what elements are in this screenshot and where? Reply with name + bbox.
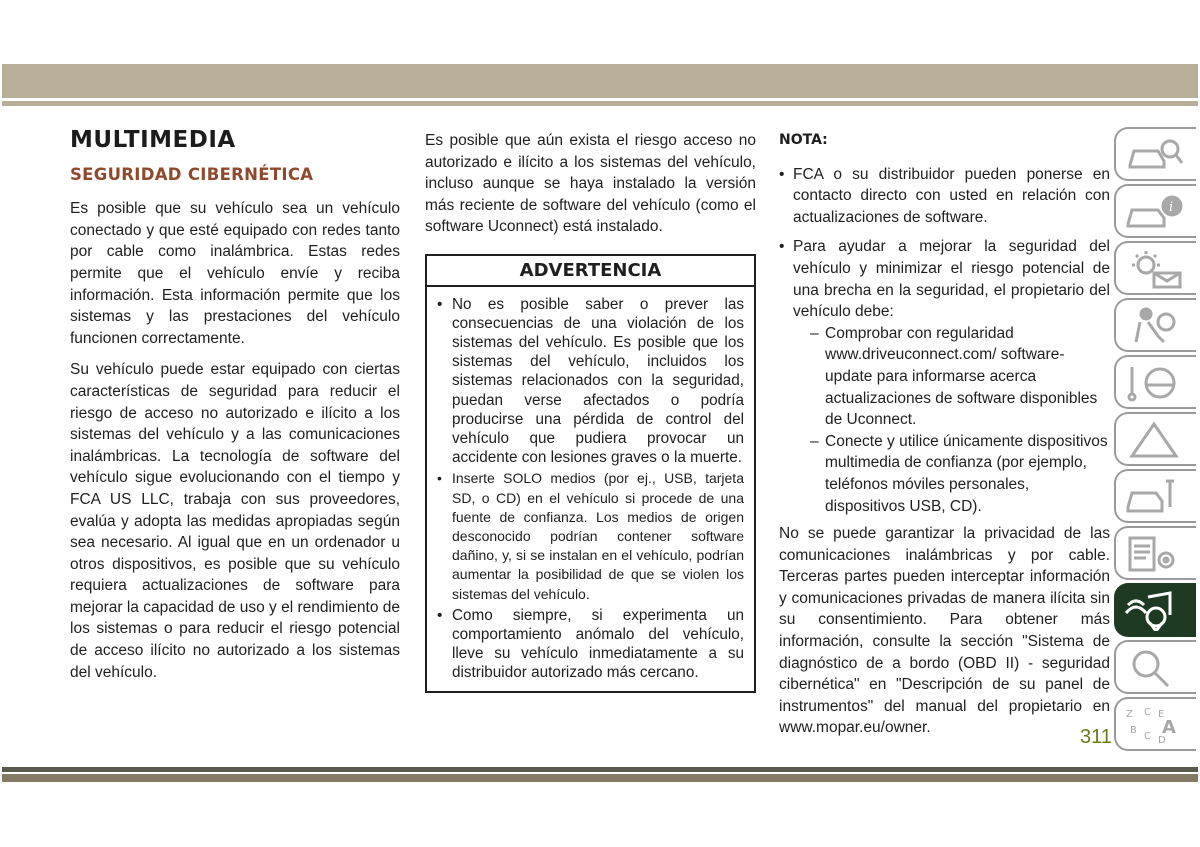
car-service-icon <box>1124 477 1184 517</box>
footer-band <box>2 774 1198 782</box>
steering-wheel-warning-icon <box>1124 363 1184 403</box>
note-text: Para ayudar a mejorar la seguridad del vehículo y minimizar el riesgo potencial de una brecha en la seguridad, el propietario del vehículo debe: <box>793 238 1110 321</box>
svg-text:B: B <box>1130 725 1137 736</box>
paragraph: Su vehículo puede estar equipado con ciertas características de seguridad para reducir el riesgo de acceso no autorizado e ilícito a los sistemas del vehículo y a las comunicaciones inalámbricas. La tecnología de software del vehículo sigue evolucionando con el tiempo y FCA US LLC, trabaja con sus proveedores, evalúa y adopta las medidas apropiadas según sea necesario. Al igual que en un ordenador u otros dispositivos, es posible que su vehículo requiera actualizaciones de software para mejorar la capacidad de uso y el rendimiento de los sistemas o para reducir el riesgo potencial de acceso ilícito no autorizado a los sistemas del vehículo. <box>70 361 400 681</box>
sub-item: – Comprobar con regularidad www.driveuconnect.com/ software-update para informarse acerca actualizaciones de software disponibles de Uconnect. <box>810 323 1110 431</box>
car-info-icon <box>1124 192 1184 232</box>
car-search-icon <box>1124 135 1184 175</box>
svg-text:i: i <box>1169 200 1174 215</box>
paragraph: No se puede garantizar la privacidad de las comunicaciones inalámbricas y por cable. Terceras partes pueden interceptar información y comunicaciones privadas de manera ilícita sin su consentimiento. Para obtener más información, consulte la sección "Sistema de diagnóstico de a bordo (OBD II) - seguridad cibernética" en "Descripción de su panel de instrumentos" del manual del propietario en www.mopar.eu/owner. <box>779 525 1110 737</box>
header-rule <box>2 101 1198 106</box>
alphabet-index-icon <box>1124 705 1184 745</box>
header-band <box>2 64 1198 98</box>
search-icon <box>1124 648 1184 688</box>
airbag-seat-icon <box>1124 306 1184 346</box>
page-number: 311 <box>1080 726 1112 748</box>
settings-document-icon <box>1124 534 1184 574</box>
warning-list <box>437 295 744 683</box>
footer-rule <box>2 767 1198 772</box>
note-text: FCA o su distribuidor pueden ponerse en contacto directo con usted en relación con actualizaciones de software. <box>793 165 1110 226</box>
tab-warning-lights[interactable] <box>1114 241 1196 295</box>
note-list <box>779 164 1110 518</box>
sub-list <box>793 323 1110 517</box>
note-item <box>779 236 1110 517</box>
tab-car-search[interactable] <box>1114 127 1196 181</box>
warning-box <box>425 254 756 693</box>
column-1 <box>70 120 400 693</box>
tab-car-info[interactable] <box>1114 184 1196 238</box>
svg-text:Z: Z <box>1126 709 1133 720</box>
svg-text:A: A <box>1162 717 1176 738</box>
warning-light-message-icon <box>1124 249 1184 289</box>
tab-servicing[interactable] <box>1114 469 1196 523</box>
tab-multimedia[interactable] <box>1114 583 1196 637</box>
tab-emergency[interactable] <box>1114 412 1196 466</box>
column-3 <box>779 130 1110 749</box>
tab-starting-driving[interactable] <box>1114 355 1196 409</box>
section-subtitle: SEGURIDAD CIBERNÉTICA <box>70 164 314 184</box>
note-item <box>779 164 1110 229</box>
tab-index[interactable] <box>1114 697 1196 751</box>
svg-text:E: E <box>1158 709 1165 720</box>
tab-safety[interactable] <box>1114 298 1196 352</box>
svg-text:C: C <box>1144 707 1151 718</box>
chapter-tabs <box>1114 127 1198 754</box>
section-title: MULTIMEDIA <box>70 127 236 153</box>
warning-item: • No es posible saber o prever las consecuencias de una violación de los sistemas del vehículo. Es posible que los sistemas del vehículo, incluidos los sistemas relacionados con la seguridad, puedan verse afectados o podría producirse una pérdida de control del vehículo que pudiera provocar un accidente con lesiones graves o la muerte. <box>437 295 744 468</box>
multimedia-music-location-icon <box>1124 591 1184 631</box>
sub-item: – Conecte y utilice únicamente dispositivos multimedia de confianza (por ejemplo, teléfonos móviles personales, dispositivos USB, CD). <box>810 431 1110 517</box>
tab-search[interactable] <box>1114 640 1196 694</box>
warning-triangle-icon <box>1124 420 1184 460</box>
svg-text:C: C <box>1144 731 1151 742</box>
column-2 <box>425 130 756 693</box>
svg-text:D: D <box>1158 735 1166 745</box>
paragraph: Es posible que aún exista el riesgo acceso no autorizado e ilícito a los sistemas del vehículo, incluso aunque se haya instalado la versión más reciente de software del vehículo (como el software Uconnect) está instalado. <box>425 132 756 236</box>
warning-title: ADVERTENCIA <box>427 256 754 287</box>
warning-item: • Inserte SOLO medios (por ej., USB, tarjeta SD, o CD) en el vehículo si procede de una fuente de confianza. Los medios de origen desconocido podrían contener software dañino, y, si se instalan en el vehículo, podrían aumentar la posibilidad de que se violen los sistemas del vehículo. <box>437 469 744 603</box>
warning-item: • Como siempre, si experimenta un comportamiento anómalo del vehículo, lleve su vehículo inmediatamente a su distribuidor autorizado más cercano. <box>437 606 744 683</box>
note-label: NOTA: <box>779 132 828 148</box>
paragraph: Es posible que su vehículo sea un vehículo conectado y que esté equipado con redes tanto por cable como inalámbrica. Estas redes permite que el vehículo envíe y reciba información. Esta información permite que los sistemas y las prestaciones del vehículo funcionen correctamente. <box>70 200 400 347</box>
tab-technical[interactable] <box>1114 526 1196 580</box>
